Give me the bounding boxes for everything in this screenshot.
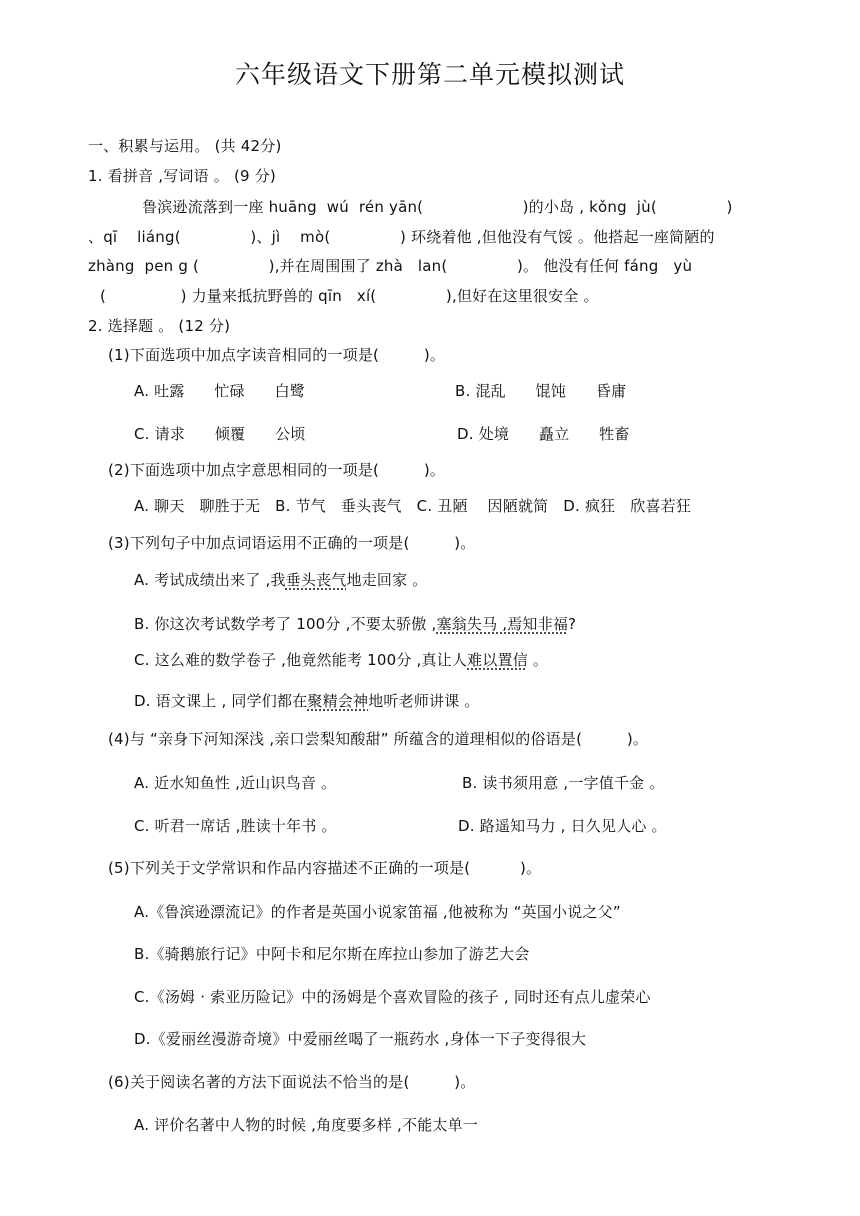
- dotted-phrase: 难以置信: [467, 651, 528, 669]
- q2-4-option-b: B. 读书须用意 ,一字值千金 。: [462, 774, 665, 792]
- option-word: 混乱: [475, 382, 506, 400]
- q2-3-stem: (3)下列句子中加点词语运用不正确的一项是( )。: [108, 534, 476, 552]
- option-word: 欣喜若狂: [630, 497, 692, 515]
- q2-2-options: [134, 496, 691, 516]
- q2-4-option-d: D. 路遥知马力 , 日久见人心 。: [458, 817, 667, 835]
- q2-4-stem: (4)与 “亲身下河知深浅 ,亲口尝梨知酸甜” 所蕴含的道理相似的俗语是( )。: [108, 730, 649, 748]
- q2-1-stem: (1)下面选项中加点字读音相同的一项是( )。: [108, 346, 446, 364]
- q2-6-option-a: A. 评价名著中人物的时候 ,角度要多样 ,不能太单一: [134, 1116, 479, 1134]
- option-label: B.: [455, 382, 471, 400]
- page-title: 六年级语文下册第二单元模拟测试: [234, 60, 625, 89]
- option-text: ?: [568, 615, 577, 633]
- option-word: 垂头丧气: [340, 497, 402, 515]
- option-word: 丑陋: [437, 497, 468, 515]
- q1-passage-line-3: zhàng pen g ( ),并在周围围了 zhà lan( )。 他没有任何 fáng yù: [88, 257, 693, 275]
- option-word: 公顷: [275, 425, 306, 443]
- q2-5-option-d: D.《爱丽丝漫游奇境》中爱丽丝喝了一瓶药水 ,身体一下子变得很大: [134, 1030, 587, 1048]
- q2-5-option-a: A.《鲁滨逊漂流记》的作者是英国小说家笛福 ,他被称为 “英国小说之父”: [134, 903, 621, 921]
- option-text: 地走回家 。: [346, 571, 428, 589]
- q1-passage-line-1: 鲁滨逊流落到一座 huāng wú rén yān( )的小岛 , kǒng jù( ): [142, 198, 733, 216]
- q2-5-stem: (5)下列关于文学常识和作品内容描述不正确的一项是( )。: [108, 859, 542, 877]
- q2-6-stem: (6)关于阅读名著的方法下面说法不恰当的是( )。: [108, 1073, 476, 1091]
- q2-3-option-b: [134, 614, 576, 634]
- option-label: A.: [134, 497, 150, 515]
- option-word: 疯狂: [584, 497, 616, 515]
- option-text: 。: [527, 651, 549, 669]
- option-word: 忙碌: [214, 382, 245, 400]
- option-word: 馄饨: [535, 382, 567, 400]
- q2-1-option-d: [457, 424, 630, 444]
- q2-5-option-b: B.《骑鹅旅行记》中阿卡和尼尔斯在库拉山参加了游艺大会: [134, 945, 530, 963]
- q1-heading: 1. 看拼音 ,写词语 。 (9 分): [88, 167, 276, 185]
- option-word: 请求: [154, 425, 186, 443]
- section-heading: 一、积累与运用。 (共 42分): [88, 137, 282, 155]
- q2-heading: 2. 选择题 。 (12 分): [88, 317, 231, 335]
- option-label: B.: [275, 497, 291, 515]
- option-label: C.: [134, 425, 150, 443]
- option-text: A. 考试成绩出来了 ,我: [134, 571, 286, 589]
- dotted-phrase: 塞翁失马 ,焉知非福: [436, 615, 569, 633]
- option-word: 聊胜于无: [199, 497, 261, 515]
- option-word: 牲畜: [599, 425, 630, 443]
- option-text: C. 这么难的数学卷子 ,他竟然能考 100分 ,真让人: [134, 651, 468, 669]
- option-label: A.: [134, 382, 150, 400]
- q2-4-option-a: A. 近水知鱼性 ,近山识鸟音 。: [134, 774, 337, 792]
- option-text: D. 语文课上 , 同学们都在: [134, 692, 308, 710]
- q2-5-option-c: C.《汤姆 · 索亚历险记》中的汤姆是个喜欢冒险的孩子 , 同时还有点儿虚荣心: [134, 988, 651, 1006]
- option-word: 因陋就简: [487, 497, 549, 515]
- q2-1-option-c: [134, 424, 305, 444]
- option-word: 节气: [295, 497, 327, 515]
- q2-3-option-a: [134, 570, 427, 590]
- option-word: 倾覆: [214, 425, 246, 443]
- option-word: 昏庸: [595, 382, 627, 400]
- option-word: 吐露: [154, 382, 185, 400]
- option-word: 白鹭: [274, 382, 305, 400]
- q2-3-option-d: [134, 691, 480, 711]
- option-word: 矗立: [538, 425, 570, 443]
- q2-4-option-c: C. 听君一席话 ,胜读十年书 。: [134, 817, 337, 835]
- q2-1-option-a: [134, 381, 305, 401]
- q1-passage-line-2: 、qī liáng( )、jì mò( ) 环绕着他 ,但他没有气馁 。他搭起一座简陋的: [88, 228, 715, 246]
- q2-3-option-c: [134, 650, 548, 670]
- dotted-phrase: 聚精会神: [307, 692, 369, 710]
- option-word: 处境: [478, 425, 510, 443]
- option-text: B. 你这次考试数学考了 100分 ,不要太骄傲 ,: [134, 615, 437, 633]
- q1-passage-line-4: ( ) 力量来抵抗野兽的 qīn xí( ),但好在这里很安全 。: [100, 287, 599, 305]
- dotted-phrase: 垂头丧气: [285, 571, 347, 589]
- option-text: 地听老师讲课 。: [368, 692, 480, 710]
- option-word: 聊天: [154, 497, 185, 515]
- option-label: C.: [416, 497, 433, 515]
- q2-1-option-b: [455, 381, 626, 401]
- option-label: D.: [457, 425, 474, 443]
- option-label: D.: [563, 497, 580, 515]
- q2-2-stem: (2)下面选项中加点字意思相同的一项是( )。: [108, 461, 446, 479]
